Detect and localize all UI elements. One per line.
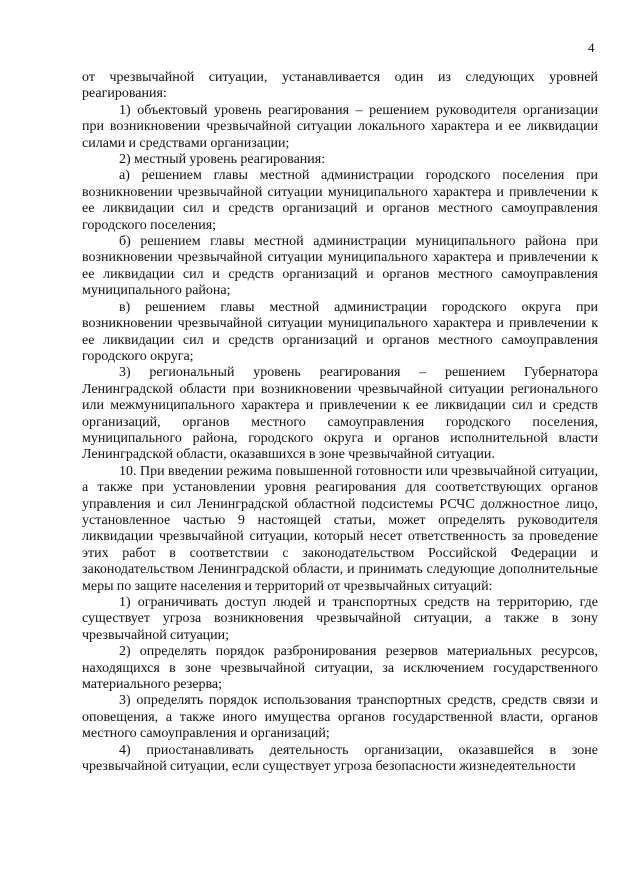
paragraph: 2) местный уровень реагирования:: [119, 152, 326, 168]
document-body: [82, 70, 598, 775]
paragraph: 1) ограничивать доступ людей и транспортных средств на территорию, где существует угроза возникновения чрезвычайной ситуации, а также в зону чрезвычайной ситуации;: [82, 595, 598, 643]
paragraph: 10. При введении режима повышенной готовности или чрезвычайной ситуации, а также при установлении уровня реагирования для соответствующих органов управления и сил Ленинградской областной подсистемы РСЧС должностное лицо, установленное частью 9 настоящей статьи, может определять руководителя ликвидации чрезвычайной ситуации, который несет ответственность за проведение этих работ в соответствии с законодательством Российской Федерации и законодательством Ленинградской области, и принимать следующие дополнительные меры по защите населения и территорий от чрезвычайных ситуаций:: [82, 463, 598, 594]
paragraph: 3) определять порядок использования транспортных средств, средств связи и оповещения, а также иного имущества органов государственной власти, органов местного самоуправления и организаций;: [82, 693, 598, 742]
paragraph: а) решением главы местной администрации городского поселения при возникновении чрезвычайной ситуации муниципального характера и привлечении к ее ликвидации сил и средств организаций и органов местного самоуправления городского поселения;: [82, 168, 598, 233]
paragraph: 3) региональный уровень реагирования – решением Губернатора Ленинградской области при возникновении чрезвычайной ситуации регионального или межмуниципального характера и привлечении к ее ликвидации сил и средств организаций, органов местного самоуправления городского поселения, муниципального района, городского округа и органов исполнительной власти Ленинградской области, оказавшихся в зоне чрезвычайной ситуации.: [82, 365, 598, 463]
paragraph: 1) объектовый уровень реагирования – решением руководителя организации при возникновении чрезвычайной ситуации локального характера и ее ликвидации силами и средствами организации;: [82, 102, 598, 151]
paragraph: б) решением главы местной администрации муниципального района при возникновении чрезвычайной ситуации муниципального характера и привлечении к ее ликвидации сил и средств организаций и органов местного самоуправления муниципального района;: [82, 234, 598, 299]
page-number: 4: [588, 40, 595, 55]
paragraph: 4) приостанавливать деятельность организации, оказавшейся в зоне чрезвычайной ситуации, если существует угроза безопасности жизнедеятельности: [82, 742, 598, 775]
paragraph: в) решением главы местной администрации городского округа при возникновении чрезвычайной ситуации муниципального характера и привлечении к ее ликвидации сил и средств организаций и органов местного самоуправления городского округа;: [82, 299, 598, 364]
paragraph: от чрезвычайной ситуации, устанавливается один из следующих уровней реагирования:: [82, 70, 598, 102]
paragraph: 2) определять порядок разбронирования резервов материальных ресурсов, находящихся в зоне чрезвычайной ситуации, за исключением государственного материального резерва;: [82, 644, 598, 693]
